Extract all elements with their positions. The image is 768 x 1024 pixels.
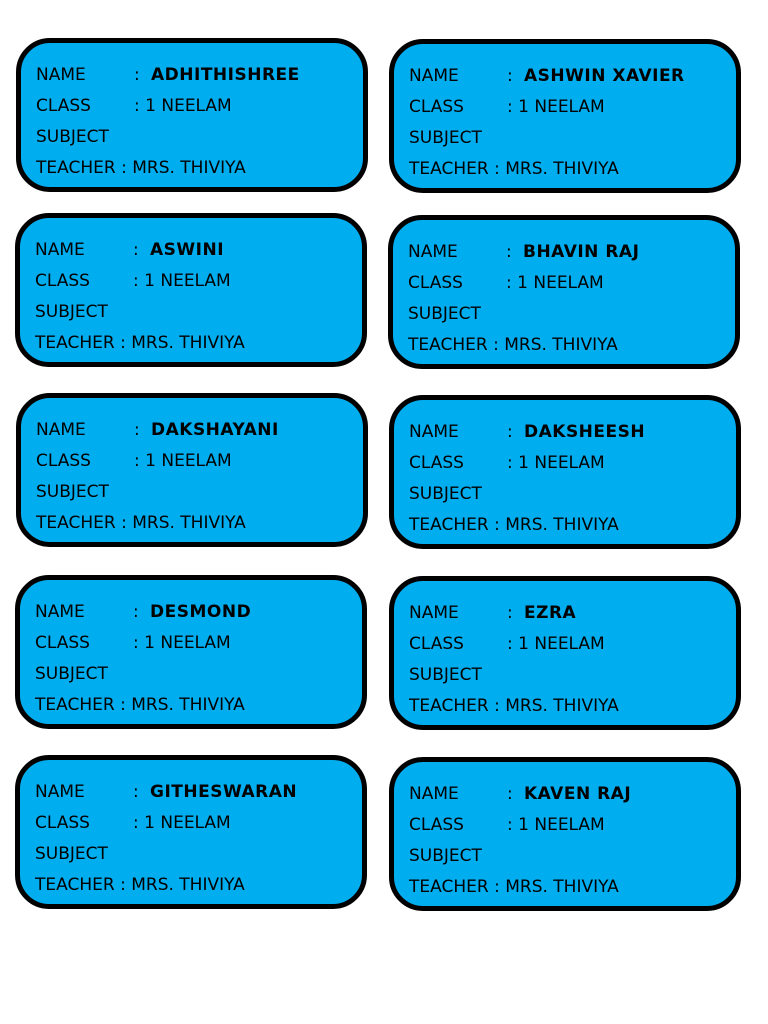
class-key: CLASS [35, 633, 90, 653]
teacher-key: TEACHER [36, 513, 116, 533]
subject-row [35, 839, 362, 870]
name-row [35, 235, 362, 266]
teacher-colon: : [494, 696, 500, 716]
name-key: NAME [35, 240, 85, 260]
subject-key: SUBJECT [36, 482, 109, 502]
teacher-value: MRS. THIVIYA [131, 695, 245, 715]
class-key: CLASS [409, 815, 464, 835]
name-colon: : [133, 240, 139, 260]
name-row [35, 777, 362, 808]
class-value: 1 NEELAM [517, 273, 604, 293]
name-colon: : [134, 65, 140, 85]
teacher-colon: : [120, 695, 126, 715]
class-value: 1 NEELAM [144, 271, 231, 291]
teacher-key: TEACHER [35, 333, 115, 353]
name-key: NAME [36, 420, 86, 440]
teacher-value: MRS. THIVIYA [505, 515, 619, 535]
subject-row [409, 479, 736, 510]
teacher-value: MRS. THIVIYA [504, 335, 618, 355]
class-key: CLASS [409, 97, 464, 117]
teacher-row [409, 872, 736, 903]
subject-key: SUBJECT [35, 844, 108, 864]
class-value: 1 NEELAM [144, 813, 231, 833]
name-label-card [388, 215, 740, 369]
class-colon: : [133, 271, 139, 291]
name-row [409, 598, 736, 629]
name-key: NAME [409, 603, 459, 623]
teacher-row [409, 154, 736, 185]
teacher-row [409, 510, 736, 541]
teacher-colon: : [494, 159, 500, 179]
class-colon: : [507, 634, 513, 654]
class-key: CLASS [36, 451, 91, 471]
teacher-colon: : [494, 515, 500, 535]
subject-row [36, 477, 363, 508]
class-value: 1 NEELAM [518, 634, 605, 654]
class-row [36, 446, 363, 477]
class-colon: : [134, 96, 140, 116]
teacher-key: TEACHER [35, 875, 115, 895]
class-colon: : [507, 815, 513, 835]
teacher-value: MRS. THIVIYA [505, 877, 619, 897]
name-key: NAME [408, 242, 458, 262]
name-label-card [16, 38, 368, 192]
name-label-card [15, 575, 367, 729]
subject-row [36, 122, 363, 153]
name-key: NAME [409, 422, 459, 442]
student-name: KAVEN RAJ [524, 784, 632, 804]
subject-key: SUBJECT [408, 304, 481, 324]
class-value: 1 NEELAM [518, 97, 605, 117]
class-row [35, 266, 362, 297]
teacher-value: MRS. THIVIYA [132, 513, 246, 533]
name-row [409, 61, 736, 92]
teacher-colon: : [121, 158, 127, 178]
subject-row [409, 123, 736, 154]
student-name: DESMOND [150, 602, 252, 622]
teacher-key: TEACHER [408, 335, 488, 355]
student-name: ADHITHISHREE [151, 65, 300, 85]
teacher-row [409, 691, 736, 722]
name-label-card [389, 39, 741, 193]
teacher-row [35, 870, 362, 901]
name-row [36, 60, 363, 91]
teacher-colon: : [494, 877, 500, 897]
class-colon: : [507, 97, 513, 117]
subject-key: SUBJECT [409, 484, 482, 504]
teacher-row [35, 690, 362, 721]
name-label-card [389, 576, 741, 730]
name-row [35, 597, 362, 628]
student-name: EZRA [524, 603, 577, 623]
class-value: 1 NEELAM [144, 633, 231, 653]
name-label-card [389, 757, 741, 911]
teacher-key: TEACHER [36, 158, 116, 178]
name-key: NAME [35, 782, 85, 802]
class-row [409, 629, 736, 660]
teacher-value: MRS. THIVIYA [132, 158, 246, 178]
name-label-card [16, 393, 368, 547]
name-colon: : [506, 242, 512, 262]
teacher-value: MRS. THIVIYA [131, 875, 245, 895]
teacher-value: MRS. THIVIYA [505, 159, 619, 179]
name-row [36, 415, 363, 446]
name-row [408, 237, 735, 268]
name-key: NAME [35, 602, 85, 622]
student-name: DAKSHEESH [524, 422, 646, 442]
teacher-colon: : [121, 513, 127, 533]
subject-key: SUBJECT [409, 846, 482, 866]
class-colon: : [507, 453, 513, 473]
name-key: NAME [409, 784, 459, 804]
class-row [35, 808, 362, 839]
class-value: 1 NEELAM [145, 451, 232, 471]
teacher-value: MRS. THIVIYA [131, 333, 245, 353]
subject-row [35, 659, 362, 690]
class-value: 1 NEELAM [518, 815, 605, 835]
subject-row [409, 660, 736, 691]
class-colon: : [133, 633, 139, 653]
teacher-key: TEACHER [409, 159, 489, 179]
teacher-key: TEACHER [35, 695, 115, 715]
name-colon: : [507, 603, 513, 623]
subject-key: SUBJECT [35, 664, 108, 684]
student-name: BHAVIN RAJ [523, 242, 640, 262]
subject-key: SUBJECT [35, 302, 108, 322]
class-value: 1 NEELAM [518, 453, 605, 473]
teacher-colon: : [120, 333, 126, 353]
class-row [409, 92, 736, 123]
teacher-colon: : [493, 335, 499, 355]
name-row [409, 779, 736, 810]
name-key: NAME [36, 65, 86, 85]
name-colon: : [133, 782, 139, 802]
name-colon: : [507, 422, 513, 442]
class-row [409, 448, 736, 479]
teacher-row [36, 508, 363, 539]
name-label-card [389, 395, 741, 549]
name-key: NAME [409, 66, 459, 86]
teacher-key: TEACHER [409, 515, 489, 535]
student-name: ASWINI [150, 240, 225, 260]
subject-row [35, 297, 362, 328]
subject-key: SUBJECT [409, 665, 482, 685]
name-label-card [15, 755, 367, 909]
class-value: 1 NEELAM [145, 96, 232, 116]
name-colon: : [507, 66, 513, 86]
class-key: CLASS [36, 96, 91, 116]
name-row [409, 417, 736, 448]
class-row [408, 268, 735, 299]
class-key: CLASS [408, 273, 463, 293]
name-colon: : [134, 420, 140, 440]
class-row [36, 91, 363, 122]
teacher-colon: : [120, 875, 126, 895]
class-row [409, 810, 736, 841]
teacher-key: TEACHER [409, 877, 489, 897]
subject-row [408, 299, 735, 330]
teacher-value: MRS. THIVIYA [505, 696, 619, 716]
name-colon: : [133, 602, 139, 622]
name-label-card [15, 213, 367, 367]
subject-key: SUBJECT [36, 127, 109, 147]
class-key: CLASS [409, 634, 464, 654]
student-name: DAKSHAYANI [151, 420, 279, 440]
class-colon: : [506, 273, 512, 293]
subject-row [409, 841, 736, 872]
subject-key: SUBJECT [409, 128, 482, 148]
student-name: GITHESWARAN [150, 782, 298, 802]
teacher-row [35, 328, 362, 359]
class-key: CLASS [35, 271, 90, 291]
class-key: CLASS [35, 813, 90, 833]
teacher-row [408, 330, 735, 361]
class-key: CLASS [409, 453, 464, 473]
student-name: ASHWIN XAVIER [524, 66, 685, 86]
class-colon: : [133, 813, 139, 833]
teacher-key: TEACHER [409, 696, 489, 716]
teacher-row [36, 153, 363, 184]
class-colon: : [134, 451, 140, 471]
name-colon: : [507, 784, 513, 804]
class-row [35, 628, 362, 659]
